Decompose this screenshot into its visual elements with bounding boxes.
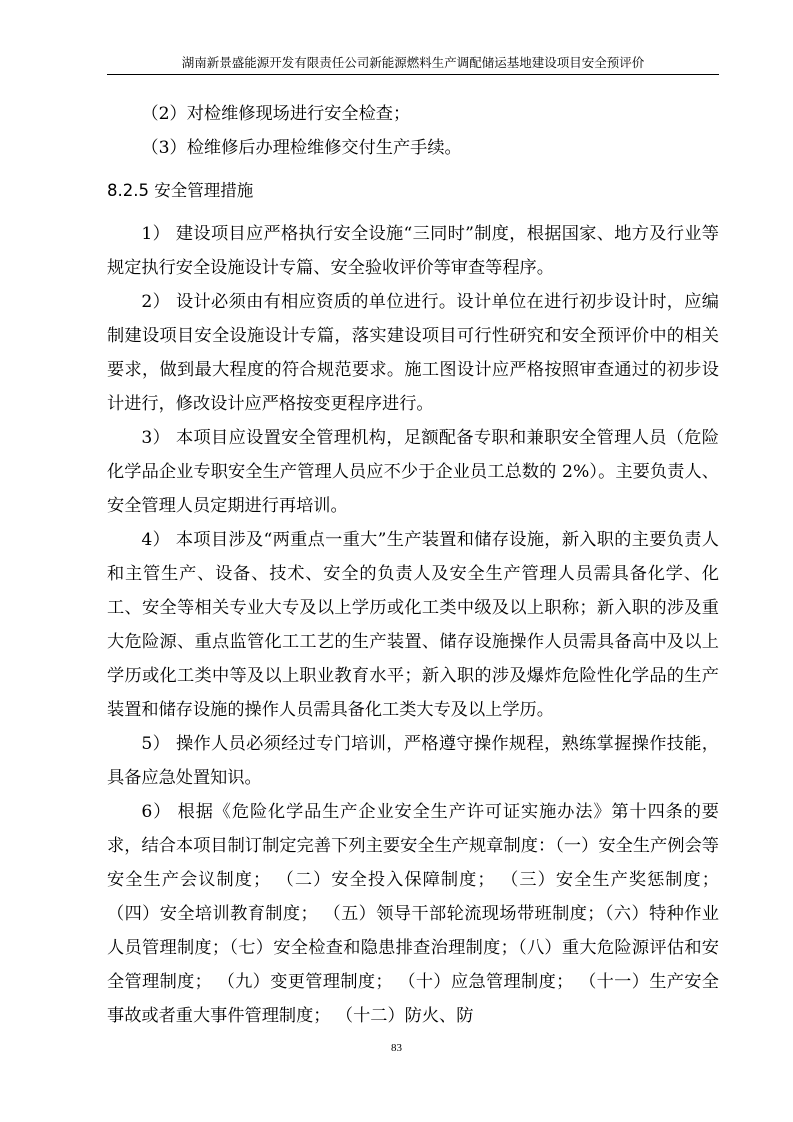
measure-paragraph: 2） 设计必须由有相应资质的单位进行。设计单位在进行初步设计时，应编制建设项目安全设施设计专篇，落实建设项目可行性研究和安全预评价中的相关要求，做到最大程度的符合规范要求。施工图设计应严格按照审查通过的初步设计进行，修改设计应严格按变更程序进行。 (107, 292, 719, 414)
measure-paragraph: 6） 根据《危险化学品生产企业安全生产许可证实施办法》第十四条的要求，结合本项目制订制定完善下列主要安全生产规章制度：（一）安全生产例会等安全生产会议制度； （二）安全投入保障制度； （三）安全生产奖惩制度； （四）安全培训教育制度； （五）领导干部轮流现场带班制度；（六）特种作业人员管理制度；（七）安全检查和隐患排查治理制度；（八）重大危险源评估和安全管理制度； （九）变更管理制度； （十）应急管理制度； （十一）生产安全事故或者重大事件管理制度； （十二）防火、防 (107, 802, 719, 1026)
intro-item: （3）检维修后办理检维修交付生产手续。 (141, 138, 462, 158)
intro-item: （2）对检维修现场进行安全检查； (141, 104, 411, 124)
measure-paragraph: 4） 本项目涉及“两重点一重大”生产装置和储存设施，新入职的主要负责人和主管生产、设备、技术、安全的负责人及安全生产管理人员需具备化学、化工、安全等相关专业大专及以上学历或化工类中级及以上职称；新入职的涉及重大危险源、重点监管化工工艺的生产装置、储存设施操作人员需具备高中及以上学历或化工类中等及以上职业教育水平；新入职的涉及爆炸危险性化学品的生产装置和储存设施的操作人员需具备化工类大专及以上学历。 (107, 530, 719, 720)
measure-paragraph: 3） 本项目应设置安全管理机构，足额配备专职和兼职安全管理人员（危险化学品企业专职安全生产管理人员应不少于企业员工总数的 2%）。主要负责人、安全管理人员定期进行再培训。 (107, 428, 719, 516)
measure-paragraph: 1） 建设项目应严格执行安全设施“三同时”制度，根据国家、地方及行业等规定执行安全设施设计专篇、安全验收评价等审查等程序。 (107, 224, 719, 278)
header-rule (107, 74, 719, 75)
running-header: 湖南新景盛能源开发有限责任公司新能源燃料生产调配储运基地建设项目安全预评价 (181, 55, 645, 70)
page-number: 83 (391, 1042, 402, 1054)
page-body (107, 97, 719, 1033)
section-heading: 8.2.5 安全管理措施 (107, 181, 254, 200)
measure-paragraph: 5） 操作人员必须经过专门培训，严格遵守操作规程，熟练掌握操作技能，具备应急处置知识。 (107, 734, 719, 788)
